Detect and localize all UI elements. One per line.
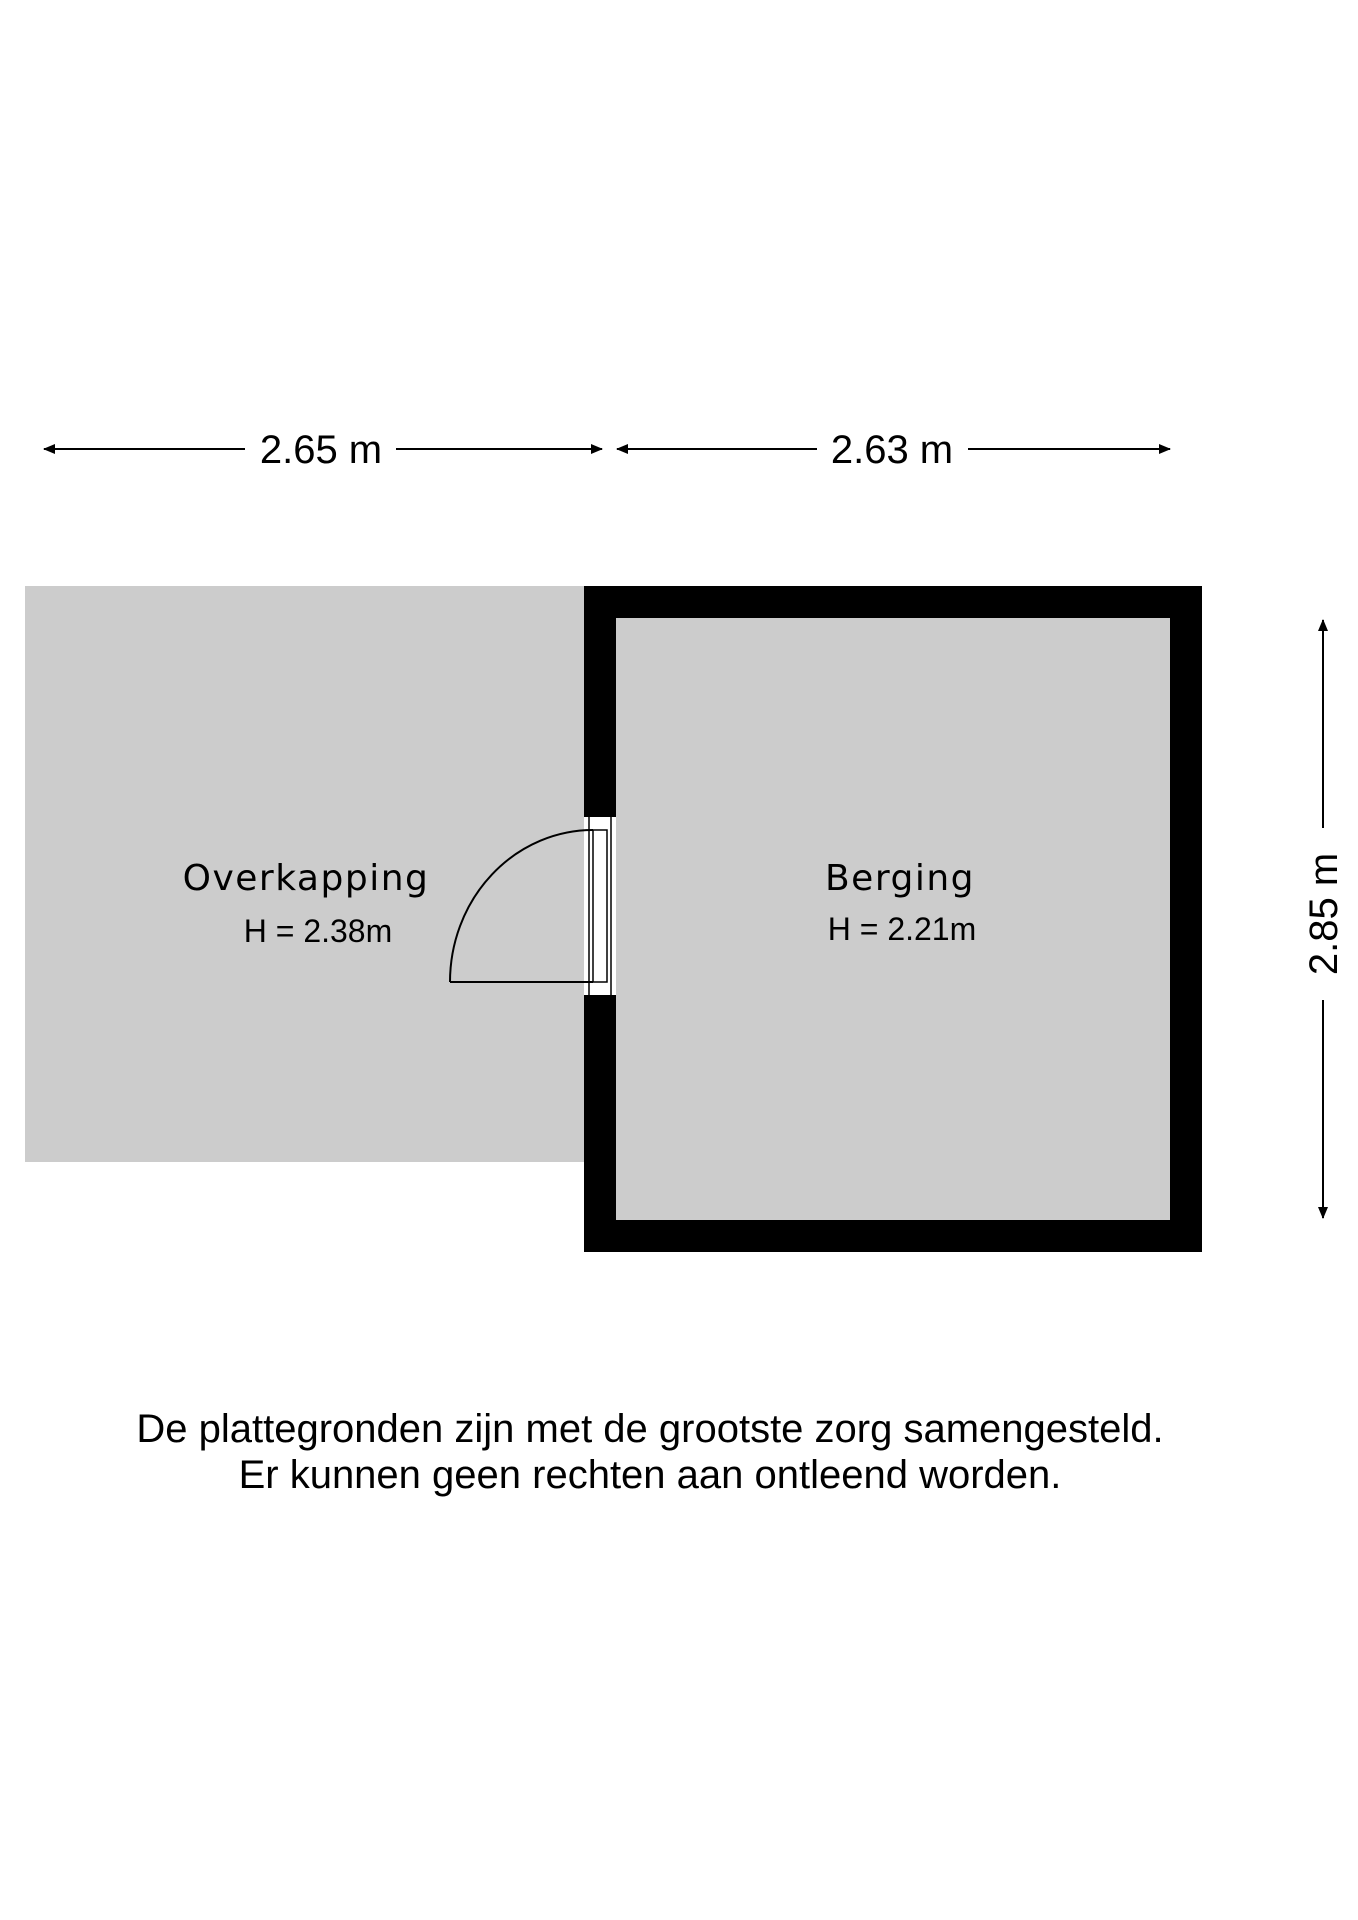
dimension-depth [1302, 620, 1346, 1218]
room-height-berging: H = 2.21m [827, 911, 977, 947]
room-name-berging: Berging [824, 858, 976, 899]
disclaimer-line-1: De plattegronden zijn met de grootste zorg samengesteld. [136, 1407, 1164, 1451]
dimension-width-right [617, 428, 1170, 472]
room-height-overkapping: H = 2.38m [243, 913, 393, 949]
disclaimer-line-2: Er kunnen geen rechten aan ontleend worden. [238, 1453, 1062, 1497]
dimension-width-left [44, 428, 602, 472]
dimension-label-width-left: 2.65 m [259, 428, 383, 472]
dimension-label-depth: 2.85 m [1302, 852, 1346, 976]
room-name-overkapping: Overkapping [182, 858, 430, 899]
door-threshold [593, 830, 607, 982]
dimension-label-width-right: 2.63 m [830, 428, 954, 472]
